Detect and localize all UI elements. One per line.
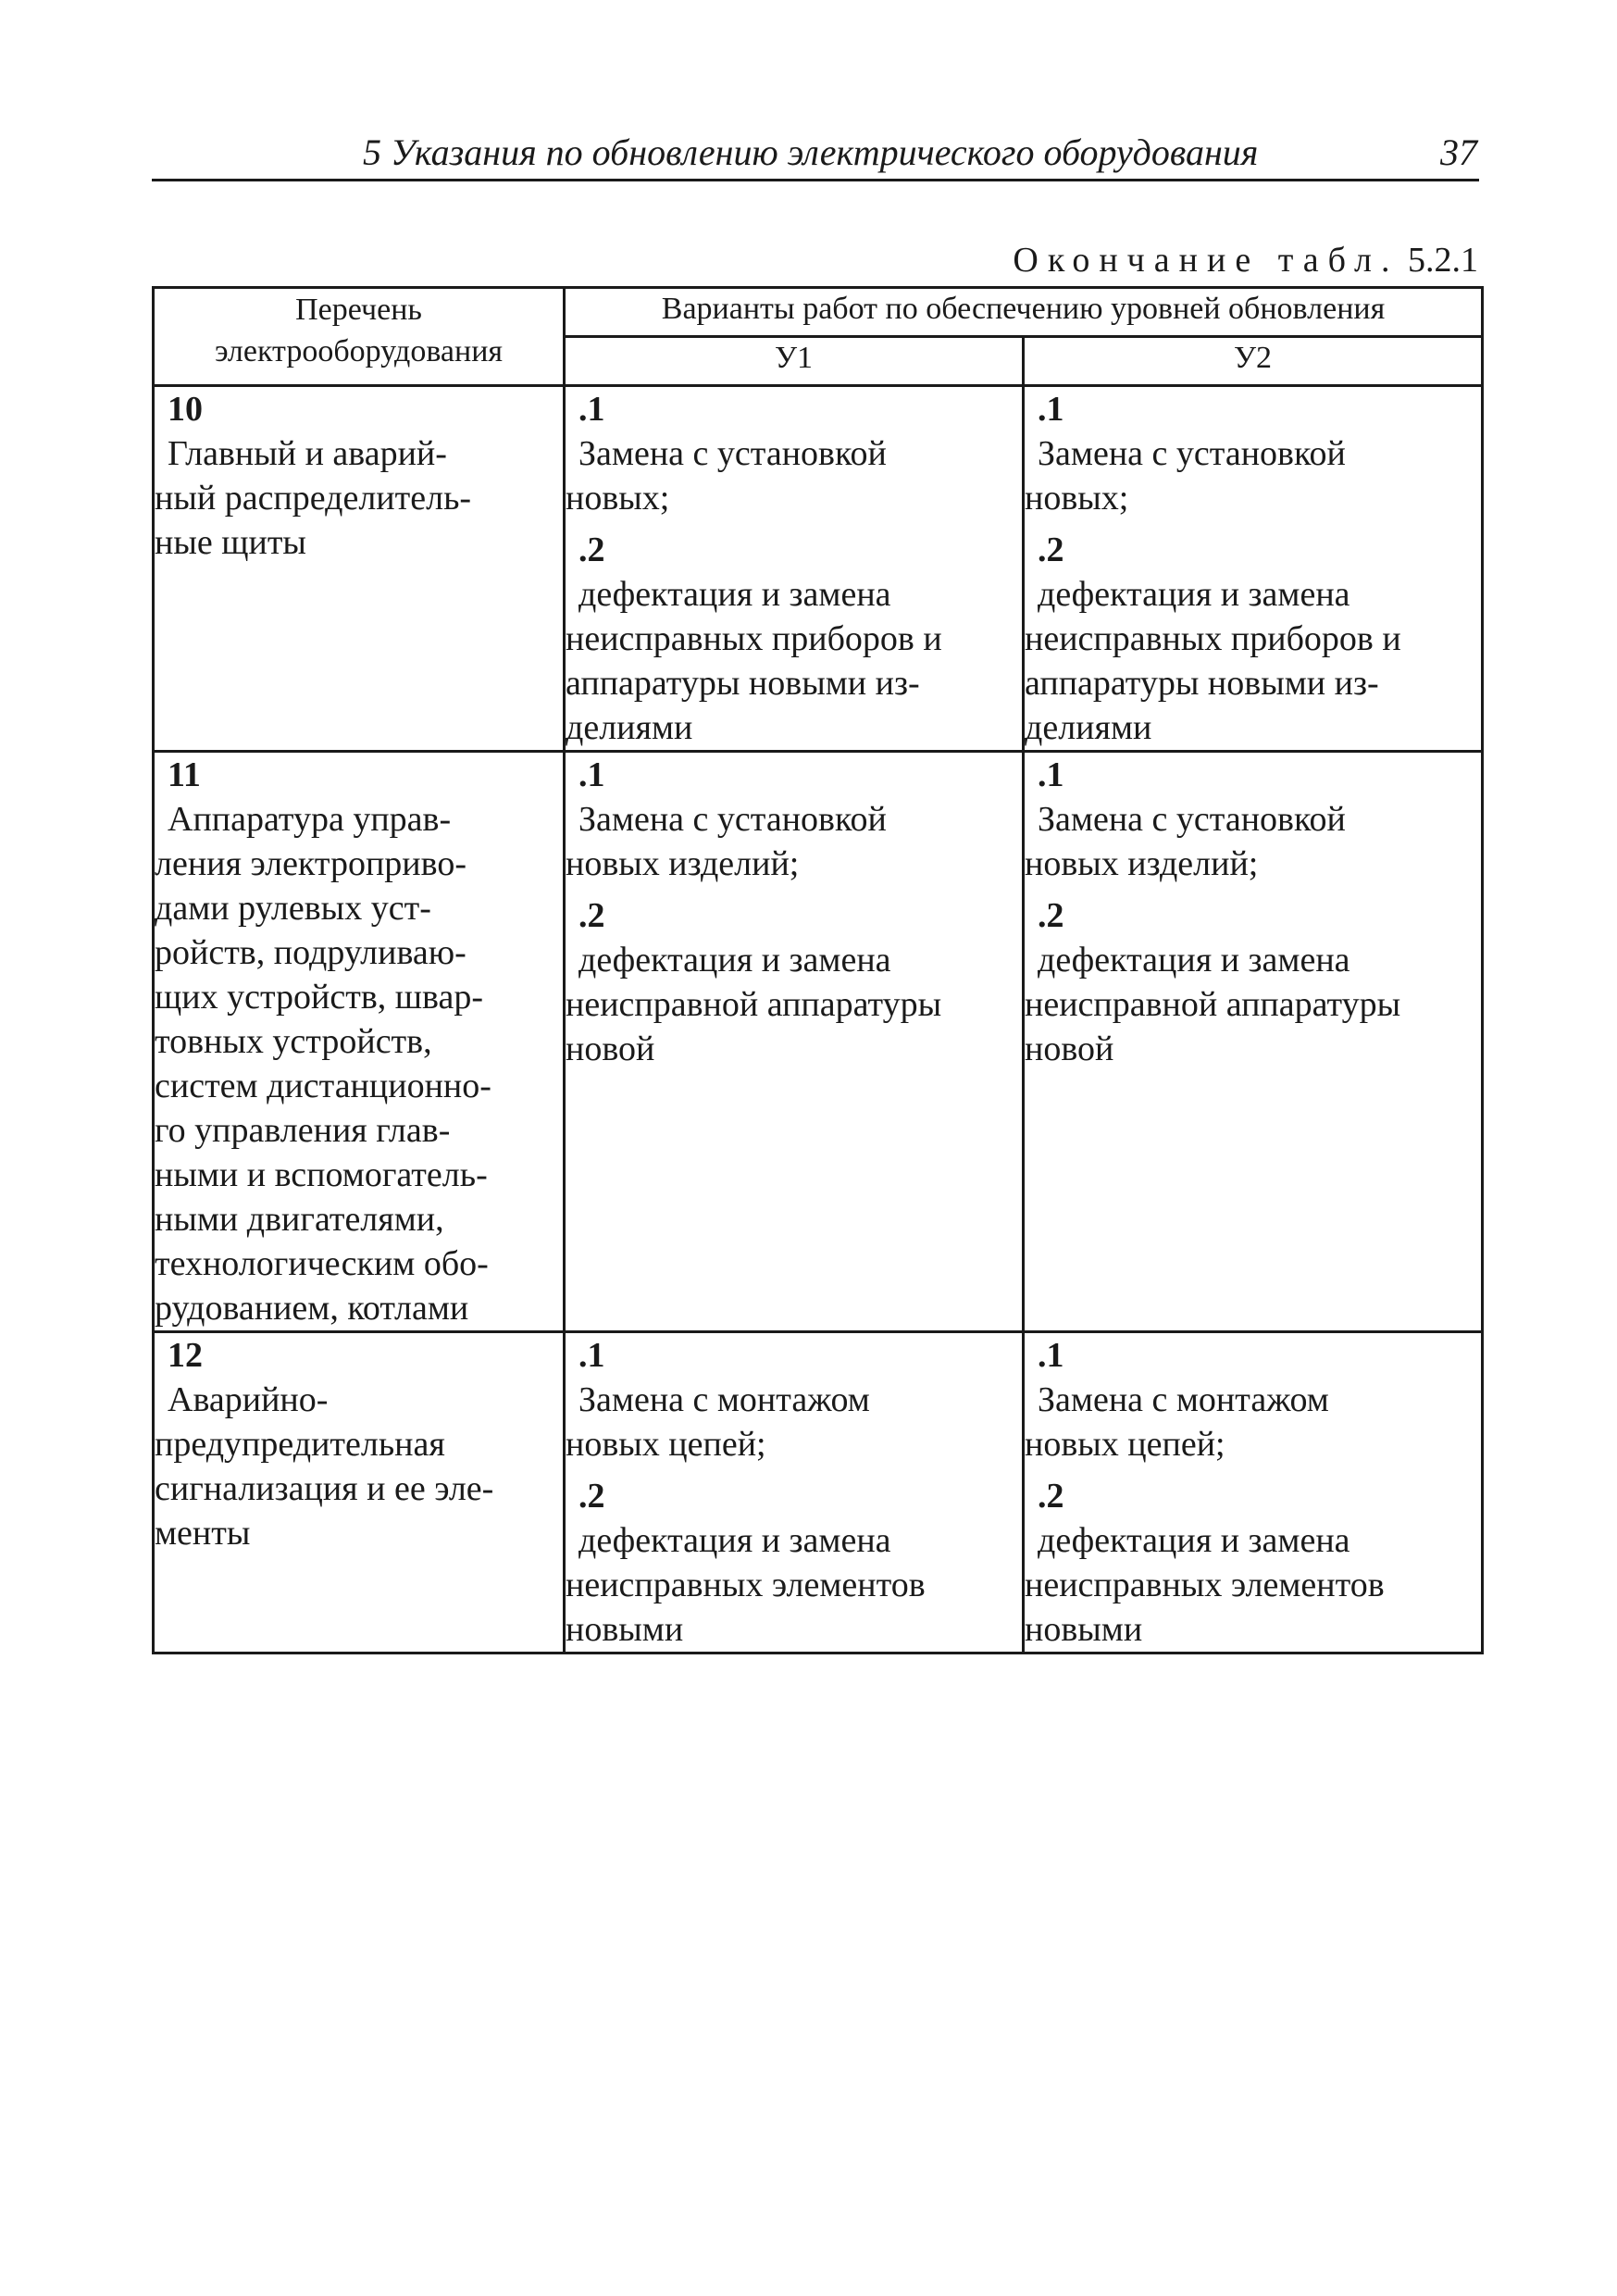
text-line: ройств, подруливаю- (155, 933, 466, 972)
text-line (566, 753, 1022, 842)
text-line: ными и вспомогатель- (155, 1155, 488, 1194)
item-text: Замена с монтажом (578, 1380, 870, 1419)
item-text: дефектация и замена (1038, 575, 1350, 614)
header-level-u2: У2 (1024, 337, 1483, 386)
text-line (155, 387, 563, 476)
item-text: Замена с монтажом (1038, 1380, 1329, 1419)
text-line: дами рулевых уст- (155, 889, 431, 928)
table-body (154, 386, 1483, 1653)
item-number: .1 (578, 1336, 605, 1375)
item-number: .1 (578, 755, 605, 794)
item-number: 11 (168, 755, 201, 794)
text-line: неисправных элементов (566, 1566, 926, 1604)
text-line: товных устройств, (155, 1022, 432, 1061)
item-text: дефектация и замена (578, 575, 891, 614)
item-text: Замена с установкой (578, 800, 887, 839)
item-number: .1 (578, 390, 605, 429)
work-item-1 (1025, 387, 1481, 520)
text-line: новых цепей; (566, 1425, 766, 1464)
text-line: новых; (1025, 479, 1129, 518)
text-line: неисправных приборов и (1025, 619, 1401, 658)
text-line (1025, 528, 1481, 617)
text-line: ный распределитель- (155, 479, 472, 518)
work-item-1 (1025, 1333, 1481, 1466)
u1-cell (565, 752, 1024, 1332)
text-line: делиями (1025, 708, 1152, 747)
text-line (1025, 893, 1481, 982)
running-head-title: 5 Указания по обновлению электрического оборудования (363, 131, 1259, 173)
text-line (566, 387, 1022, 476)
text-line: неисправной аппаратуры (566, 985, 942, 1024)
item-number: 12 (168, 1336, 203, 1375)
text-line: неисправных элементов (1025, 1566, 1385, 1604)
equipment-table (152, 286, 1484, 1654)
text-line (1025, 1474, 1481, 1563)
u2-cell (1024, 386, 1483, 752)
work-item-1 (1025, 753, 1481, 886)
table-header-row (154, 288, 1483, 337)
table-caption-number: 5.2.1 (1408, 241, 1478, 280)
text-line (1025, 1333, 1481, 1422)
work-item-2 (1025, 1474, 1481, 1652)
work-item-1 (566, 753, 1022, 886)
text-line: новых цепей; (1025, 1425, 1225, 1464)
item-text: Замена с установкой (578, 434, 887, 473)
text-line (155, 753, 563, 842)
text-line: новых; (566, 479, 670, 518)
item-number: .2 (578, 896, 605, 935)
header-level-u1: У1 (565, 337, 1024, 386)
text-line (566, 528, 1022, 617)
item-text: Аппаратура управ- (168, 800, 452, 839)
equipment-cell (154, 752, 565, 1332)
item-number: .1 (1038, 755, 1064, 794)
item-number: .2 (1038, 530, 1064, 569)
header-equipment-line2: электрооборудования (214, 334, 504, 368)
item-text: Замена с установкой (1038, 800, 1346, 839)
item-number: 10 (168, 390, 203, 429)
page-number: 37 (1440, 131, 1477, 173)
header-variants: Варианты работ по обеспечению уровней обновления (565, 288, 1483, 337)
item-text: Замена с установкой (1038, 434, 1346, 473)
text-line: новой (566, 1029, 655, 1068)
text-line: аппаратуры новыми из- (1025, 664, 1379, 703)
equipment-text (155, 387, 563, 565)
text-line: неисправной аппаратуры (1025, 985, 1401, 1024)
item-number: .2 (1038, 1477, 1064, 1516)
text-line (1025, 387, 1481, 476)
text-line (155, 1333, 563, 1422)
u2-cell (1024, 752, 1483, 1332)
text-line: новой (1025, 1029, 1114, 1068)
u1-cell (565, 1332, 1024, 1653)
text-line: щих устройств, швар- (155, 978, 484, 1017)
text-line: технологическим обо- (155, 1244, 489, 1283)
work-item-2 (566, 1474, 1022, 1652)
item-text: дефектация и замена (578, 941, 891, 980)
work-item-1 (566, 1333, 1022, 1466)
header-equipment-line1: Перечень (295, 293, 422, 327)
u2-cell (1024, 1332, 1483, 1653)
text-line: аппаратуры новыми из- (566, 664, 920, 703)
header-equipment (154, 288, 565, 386)
text-line (1025, 753, 1481, 842)
table-row (154, 752, 1483, 1332)
item-text: Главный и аварий- (168, 434, 447, 473)
text-line: го управления глав- (155, 1111, 451, 1150)
u1-cell (565, 386, 1024, 752)
item-number: .1 (1038, 1336, 1064, 1375)
text-line: новых изделий; (1025, 844, 1259, 883)
text-line (566, 1333, 1022, 1422)
running-head (152, 130, 1479, 181)
item-text: дефектация и замена (1038, 941, 1350, 980)
table-caption-label: Окончание табл. (1013, 241, 1399, 280)
table-caption (1013, 239, 1478, 281)
item-number: .2 (1038, 896, 1064, 935)
work-item-2 (1025, 528, 1481, 750)
text-line: предупредительная (155, 1425, 445, 1464)
work-item-1 (566, 387, 1022, 520)
table-row (154, 1332, 1483, 1653)
work-item-2 (1025, 893, 1481, 1071)
work-item-2 (566, 893, 1022, 1071)
equipment-text (155, 753, 563, 1330)
text-line: новых изделий; (566, 844, 800, 883)
text-line: делиями (566, 708, 693, 747)
text-line: рудованием, котлами (155, 1289, 469, 1328)
text-line: менты (155, 1514, 251, 1553)
text-line (566, 1474, 1022, 1563)
item-number: .2 (578, 1477, 605, 1516)
item-text: дефектация и замена (578, 1521, 891, 1560)
item-text: Аварийно- (168, 1380, 329, 1419)
equipment-text (155, 1333, 563, 1555)
work-item-2 (566, 528, 1022, 750)
equipment-cell (154, 1332, 565, 1653)
item-number: .2 (578, 530, 605, 569)
text-line: неисправных приборов и (566, 619, 942, 658)
text-line: ления электроприво- (155, 844, 466, 883)
text-line: ные щиты (155, 523, 306, 562)
item-number: .1 (1038, 390, 1064, 429)
text-line: систем дистанционно- (155, 1067, 491, 1105)
item-text: дефектация и замена (1038, 1521, 1350, 1560)
text-line: ными двигателями, (155, 1200, 444, 1239)
text-line: новыми (1025, 1610, 1143, 1649)
text-line: сигнализация и ее эле- (155, 1469, 494, 1508)
text-line: новыми (566, 1610, 684, 1649)
equipment-cell (154, 386, 565, 752)
text-line (566, 893, 1022, 982)
table-row (154, 386, 1483, 752)
